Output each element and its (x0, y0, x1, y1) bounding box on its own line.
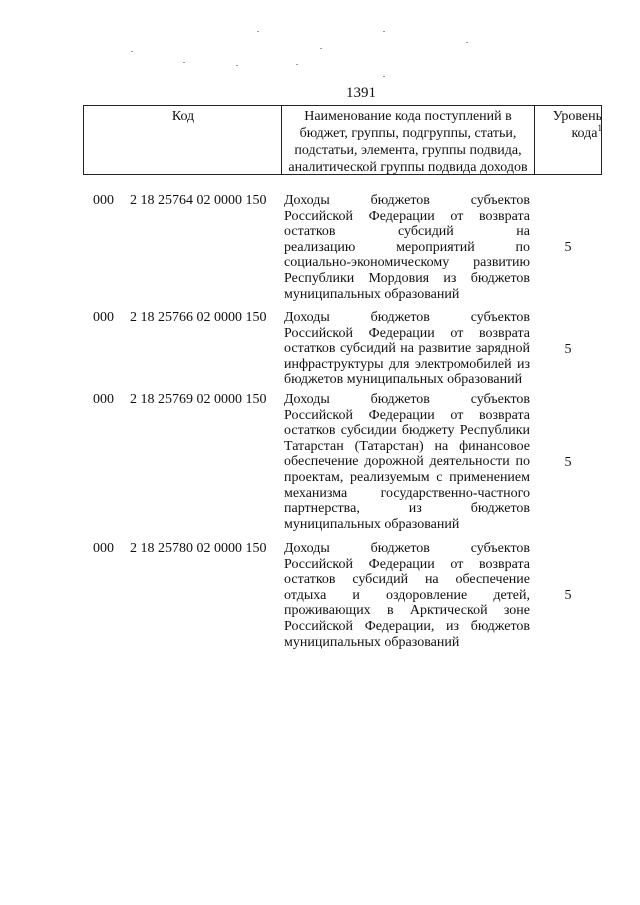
row-name-line: Российской Федерации, из бюджетов (284, 618, 530, 634)
row-name-line: остатков субсидий на обеспечение (284, 572, 530, 588)
row-level: 5 (564, 455, 572, 470)
scan-speck (320, 48, 322, 49)
row-name-line: Доходы бюджетов субъектов (284, 193, 530, 208)
row-name-line: Российской Федерации от возврата (284, 407, 530, 423)
row-name-line: проживающих в Арктической зоне (284, 603, 530, 619)
row-name (284, 541, 530, 650)
row-level: 5 (564, 240, 572, 255)
row-name-line: социально-экономическому развитию (284, 255, 530, 271)
row-name-line: Российской Федерации от возврата (284, 325, 530, 341)
header-level-line (536, 125, 602, 142)
row-name-line: инфраструктуры для электромобилей из (284, 356, 530, 372)
header-name (282, 108, 534, 176)
row-name-line: муниципальных образований (284, 286, 460, 302)
row-admin-code: 000 (93, 193, 114, 208)
scan-speck (257, 31, 259, 32)
row-level: 5 (564, 588, 572, 603)
scan-speck (296, 64, 298, 65)
header-name-line: бюджет, группы, подгруппы, статьи, (299, 126, 517, 141)
row-name (284, 392, 530, 532)
row-budget-code: 2 18 25780 02 0000 150 (130, 541, 267, 556)
header-name-line: аналитической группы подвида доходов (288, 160, 528, 175)
row-name-line: бюджетов муниципальных образований (284, 372, 523, 388)
row-name-line: остатков субсидий на (284, 224, 530, 240)
header-name-line: Наименование кода поступлений в (304, 109, 512, 124)
row-level: 5 (564, 342, 572, 357)
page-number: 1391 (346, 85, 376, 101)
row-name-line: реализацию мероприятий по (284, 239, 530, 255)
row-name-line: Доходы бюджетов субъектов (284, 541, 530, 556)
row-admin-code: 000 (93, 541, 114, 556)
row-name-line: муниципальных образований (284, 634, 460, 650)
footnote-marker: 1 (597, 123, 602, 133)
row-budget-code: 2 18 25766 02 0000 150 (130, 310, 267, 325)
row-name-line: Российской Федерации от возврата (284, 556, 530, 572)
row-name-line: партнерства, из бюджетов (284, 501, 530, 517)
header-name-line: подстатьи, элемента, группы подвида, (294, 143, 522, 158)
row-budget-code: 2 18 25769 02 0000 150 (130, 392, 267, 407)
row-name-line: отдыха и оздоровление детей, (284, 587, 530, 603)
row-name-line: остатков субсидий на развитие зарядной (284, 341, 530, 357)
row-name-line: Доходы бюджетов субъектов (284, 392, 530, 407)
row-budget-code: 2 18 25764 02 0000 150 (130, 193, 267, 208)
scan-speck (131, 51, 133, 52)
scan-speck (236, 65, 238, 66)
row-name-line: Татарстан (Татарстан) на финансовое (284, 438, 530, 454)
column-divider (534, 105, 535, 175)
row-name-line: Доходы бюджетов субъектов (284, 310, 530, 325)
table-left-border (83, 105, 84, 175)
row-admin-code: 000 (93, 310, 114, 325)
scan-speck (466, 42, 468, 43)
header-level (536, 108, 602, 142)
header-level-line: Уровень (552, 109, 602, 124)
row-name-line: Российской Федерации от возврата (284, 208, 530, 224)
row-admin-code: 000 (93, 392, 114, 407)
row-name-line: механизма государственно-частного (284, 485, 530, 501)
scan-speck (383, 31, 385, 32)
table-top-border (83, 105, 602, 106)
scan-speck (183, 62, 185, 63)
header-level-text: кода (571, 126, 598, 141)
scan-speck (383, 76, 385, 77)
row-name (284, 193, 530, 302)
row-name-line: обеспечение дорожной деятельности по (284, 454, 530, 470)
row-name-line: муниципальных образований (284, 516, 460, 532)
row-name (284, 310, 530, 388)
header-code: Код (171, 109, 195, 124)
row-name-line: Республики Мордовия из бюджетов (284, 270, 530, 286)
row-name-line: остатков субсидии бюджету Республики (284, 423, 530, 439)
row-name-line: проектам, реализуемым с применением (284, 469, 530, 485)
